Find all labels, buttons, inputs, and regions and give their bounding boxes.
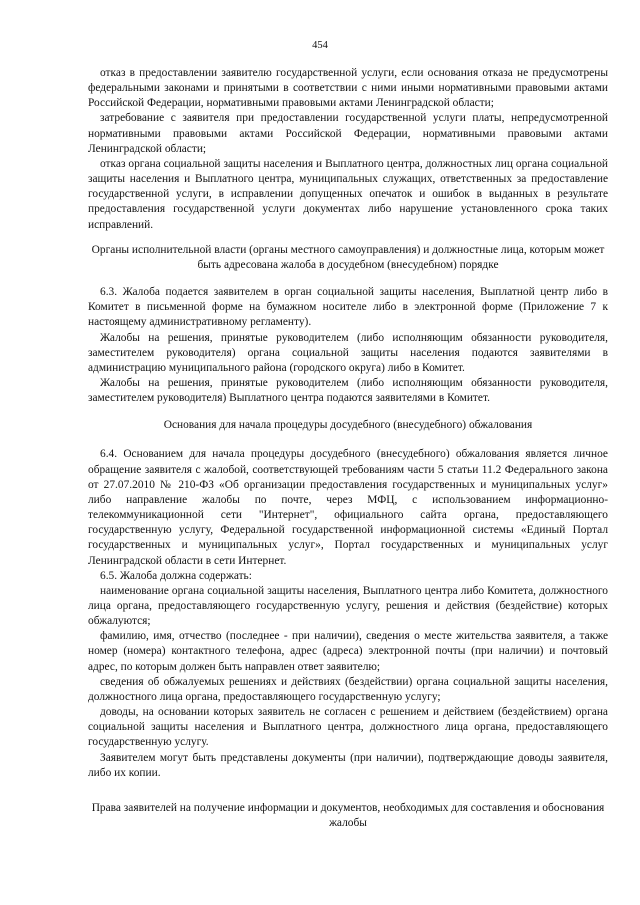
paragraph-complaints-payment-center: Жалобы на решения, принятые руководителем (либо исполняющим обязанности руководителя, заместителем руководителя) Выплатного центра подаются заявителями в Комитет.: [88, 376, 608, 405]
list-item-applicant-details: фамилию, имя, отчество (последнее - при наличии), сведения о месте жительства заявителя, а также номер (номера) контактного телефона, адрес (адреса) электронной почты (при наличии) и почтовый адрес, по которым должен быть направлен ответ заявителю;: [88, 630, 608, 673]
list-item-decisions-info: сведения об обжалуемых решениях и действиях (бездействии) органа социальной защиты населения, должностного лица органа, предоставляющего государственную услугу;: [88, 675, 608, 703]
page-number: 454: [312, 40, 328, 51]
list-item-arguments: доводы, на основании которых заявитель не согласен с решением и действием (бездействием) органа социальной защиты населения и Выплатного центра, должностного лица органа, предоставляющего государственную услугу.: [88, 706, 608, 749]
list-item-body-name: наименование органа социальной защиты населения, Выплатного центра либо Комитета, должностного лица органа, предоставляющего государственную услугу, решения и действия (бездействие) которых обжалуются;: [88, 584, 608, 628]
section-heading-authorities: Органы исполнительной власти (органы местного самоуправления) и должностные лица, которым может быть адресована жалоба в досудебном (внесудебном) порядке: [91, 243, 605, 271]
section-heading-rights: Права заявителей на получение информации и документов, необходимых для составления и обоснования жалобы: [91, 801, 605, 830]
paragraph-fee-demand: затребование с заявителя при предоставлении государственной услуги платы, непредусмотренной нормативными правовыми актами Российской Федерации, нормативными правовыми актами Ленинградской области;: [88, 112, 608, 155]
paragraph-correction-refusal: отказ органа социальной защиты населения и Выплатного центра, должностных лиц органа социальной защиты населения и Выплатного центра, муниципальных служащих, ответственных за предоставление государственной услуги, в исправлении допущенных опечаток и ошибок в выданных в результате предоставления государственной услуги документах либо нарушение установленного срока таких исправлений.: [88, 157, 608, 231]
paragraph-refusal-grounds: отказ в предоставлении заявителю государственной услуги, если основания отказа не предусмотрены федеральными законами и принятыми в соответствии с ними иными нормативными правовыми актами Российской Федерации, нормативными правовыми актами Ленинградской области;: [88, 67, 608, 110]
section-heading-grounds: Основания для начала процедуры досудебного (внесудебного) обжалования: [163, 419, 533, 432]
paragraph-6-3: 6.3. Жалоба подается заявителем в орган социальной защиты населения, Выплатной центр либо в Комитет в письменной форме на бумажном носителе либо в электронной форме (Приложение 7 к настоящему административному регламенту).: [88, 286, 608, 329]
paragraph-supporting-documents: Заявителем могут быть представлены документы (при наличии), подтверждающие доводы заявителя, либо их копии.: [88, 751, 608, 779]
paragraph-complaints-social-protection: Жалобы на решения, принятые руководителем (либо исполняющим обязанности руководителя, заместителем руководителя) органа социальной защиты населения подаются заявителями в администрацию муниципального района (городского округа) либо в Комитет.: [88, 331, 608, 374]
paragraph-6-4: 6.4. Основанием для начала процедуры досудебного (внесудебного) обжалования является личное обращение заявителя с жалобой, соответствующей требованиям части 5 статьи 11.2 Федерального закона от 27.07.2010 № 210-ФЗ «Об организации предоставления государственных и муниципальных услуг» либо направление жалобы по почте, через МФЦ, с использованием информационно-телекоммуникационной сети "Интернет", официального сайта органа, предоставляющего государственную услугу, Федеральной государственной информационной системы «Единый Портал государственных и муниципальных услуг», Портал государственных и муниципальных услуг Ленинградской области в сети Интернет.: [88, 448, 608, 567]
document-body: [88, 66, 608, 831]
paragraph-6-5: 6.5. Жалоба должна содержать:: [100, 569, 252, 582]
